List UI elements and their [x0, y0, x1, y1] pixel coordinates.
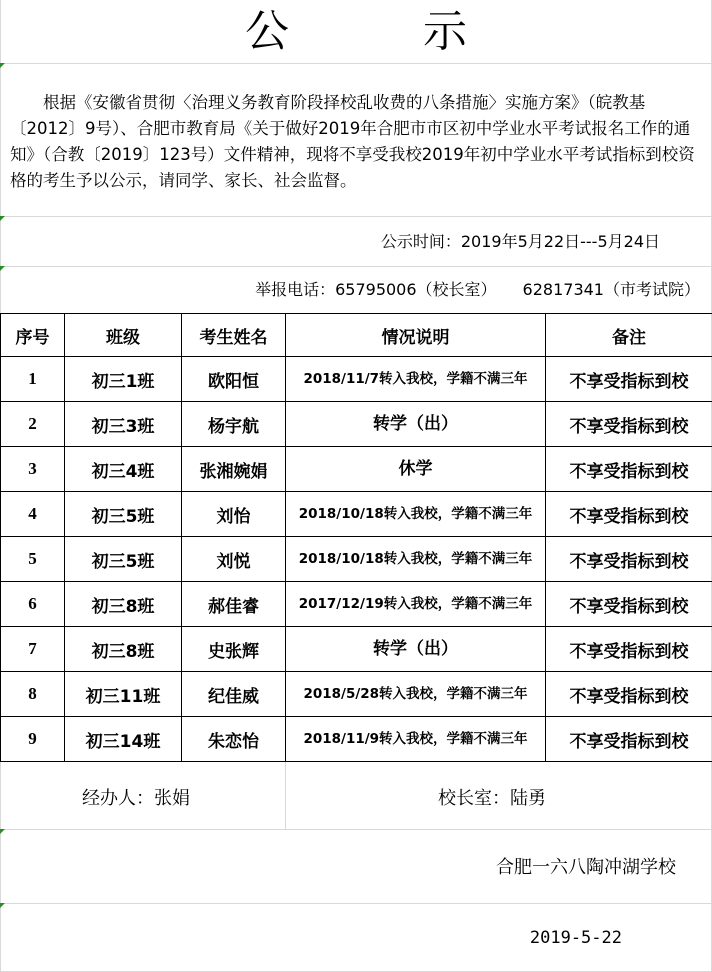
cell-no: 3	[1, 447, 65, 492]
cell-note: 不享受指标到校	[546, 717, 712, 762]
cell-note: 不享受指标到校	[546, 447, 712, 492]
cell-situation: 转学（出）	[286, 402, 546, 447]
notice-intro	[10, 90, 704, 194]
cell-note: 不享受指标到校	[546, 627, 712, 672]
grid-line	[0, 266, 712, 267]
grid-line	[0, 903, 712, 904]
table-row	[1, 447, 712, 492]
header-note: 备注	[546, 314, 712, 357]
cell-class: 初三5班	[65, 492, 182, 537]
cell-no: 4	[1, 492, 65, 537]
cell-note: 不享受指标到校	[546, 357, 712, 402]
grid-line	[0, 829, 712, 830]
cell-situation: 2018/10/18转入我校，学籍不满三年	[286, 537, 546, 582]
cell-no: 2	[1, 402, 65, 447]
cell-situation: 2018/10/18转入我校，学籍不满三年	[286, 492, 546, 537]
cell-no: 6	[1, 582, 65, 627]
student-table	[0, 313, 712, 762]
notice-title: 公 示	[245, 6, 527, 57]
cell-class: 初三3班	[65, 402, 182, 447]
cell-marker	[0, 903, 5, 908]
cell-name: 张湘婉娟	[182, 447, 286, 492]
table-row	[1, 672, 712, 717]
cell-class: 初三14班	[65, 717, 182, 762]
report-phone	[255, 277, 700, 303]
cell-name: 欧阳恒	[182, 357, 286, 402]
cell-class: 初三8班	[65, 627, 182, 672]
cell-marker	[0, 266, 5, 271]
cell-note: 不享受指标到校	[546, 492, 712, 537]
cell-no: 8	[1, 672, 65, 717]
cell-name: 刘怡	[182, 492, 286, 537]
intro-text: 根据《安徽省贯彻〈治理义务教育阶段择校乱收费的八条措施〉实施方案》（皖教基〔2012〕9号）、合肥市教育局《关于做好2019年合肥市市区初中学业水平考试报名工作的通知》（合教〔2019〕123号）文件精神，现将不享受我校2019年初中学业水平考试指标到校资格的考生予以公示，请同学、家长、社会监督。	[10, 93, 695, 190]
grid-line	[0, 63, 712, 64]
header-class: 班级	[65, 314, 182, 357]
cell-class: 初三1班	[65, 357, 182, 402]
cell-class: 初三5班	[65, 537, 182, 582]
cell-name: 刘悦	[182, 537, 286, 582]
cell-class: 初三8班	[65, 582, 182, 627]
cell-name: 史张辉	[182, 627, 286, 672]
table-row	[1, 627, 712, 672]
cell-note: 不享受指标到校	[546, 402, 712, 447]
cell-name: 朱恋怡	[182, 717, 286, 762]
cell-situation: 2018/5/28转入我校，学籍不满三年	[286, 672, 546, 717]
cell-marker	[0, 829, 5, 834]
cell-marker	[0, 63, 5, 68]
cell-no: 7	[1, 627, 65, 672]
cell-situation: 2018/11/7转入我校，学籍不满三年	[286, 357, 546, 402]
handler-signature: 经办人：张娟	[82, 788, 190, 809]
principal-office-signature: 校长室：陆勇	[438, 788, 546, 809]
cell-note: 不享受指标到校	[546, 582, 712, 627]
cell-situation: 休学	[286, 447, 546, 492]
cell-class: 初三11班	[65, 672, 182, 717]
cell-no: 1	[1, 357, 65, 402]
grid-line	[285, 762, 286, 830]
table-row	[1, 357, 712, 402]
cell-class: 初三4班	[65, 447, 182, 492]
cell-no: 9	[1, 717, 65, 762]
cell-marker	[0, 216, 5, 221]
school-name: 合肥一六八陶冲湖学校	[496, 857, 676, 878]
report-phone-exam-office: 62817341（市考试院）	[522, 280, 700, 299]
cell-name: 郝佳睿	[182, 582, 286, 627]
table-row	[1, 582, 712, 627]
table-row	[1, 492, 712, 537]
notice-date: 2019-5-22	[529, 928, 622, 948]
cell-note: 不享受指标到校	[546, 672, 712, 717]
cell-name: 纪佳威	[182, 672, 286, 717]
table-row	[1, 717, 712, 762]
header-no: 序号	[1, 314, 65, 357]
cell-note: 不享受指标到校	[546, 537, 712, 582]
header-situation: 情况说明	[286, 314, 546, 357]
publish-time: 公示时间：2019年5月22日---5月24日	[380, 232, 660, 251]
table-row	[1, 537, 712, 582]
cell-situation: 转学（出）	[286, 627, 546, 672]
cell-no: 5	[1, 537, 65, 582]
cell-name: 杨宇航	[182, 402, 286, 447]
grid-line	[0, 216, 712, 217]
cell-situation: 2018/11/9转入我校，学籍不满三年	[286, 717, 546, 762]
report-phone-principal: 举报电话：65795006（校长室）	[255, 280, 497, 299]
cell-situation: 2017/12/19转入我校，学籍不满三年	[286, 582, 546, 627]
table-header-row	[1, 314, 712, 357]
header-name: 考生姓名	[182, 314, 286, 357]
table-row	[1, 402, 712, 447]
